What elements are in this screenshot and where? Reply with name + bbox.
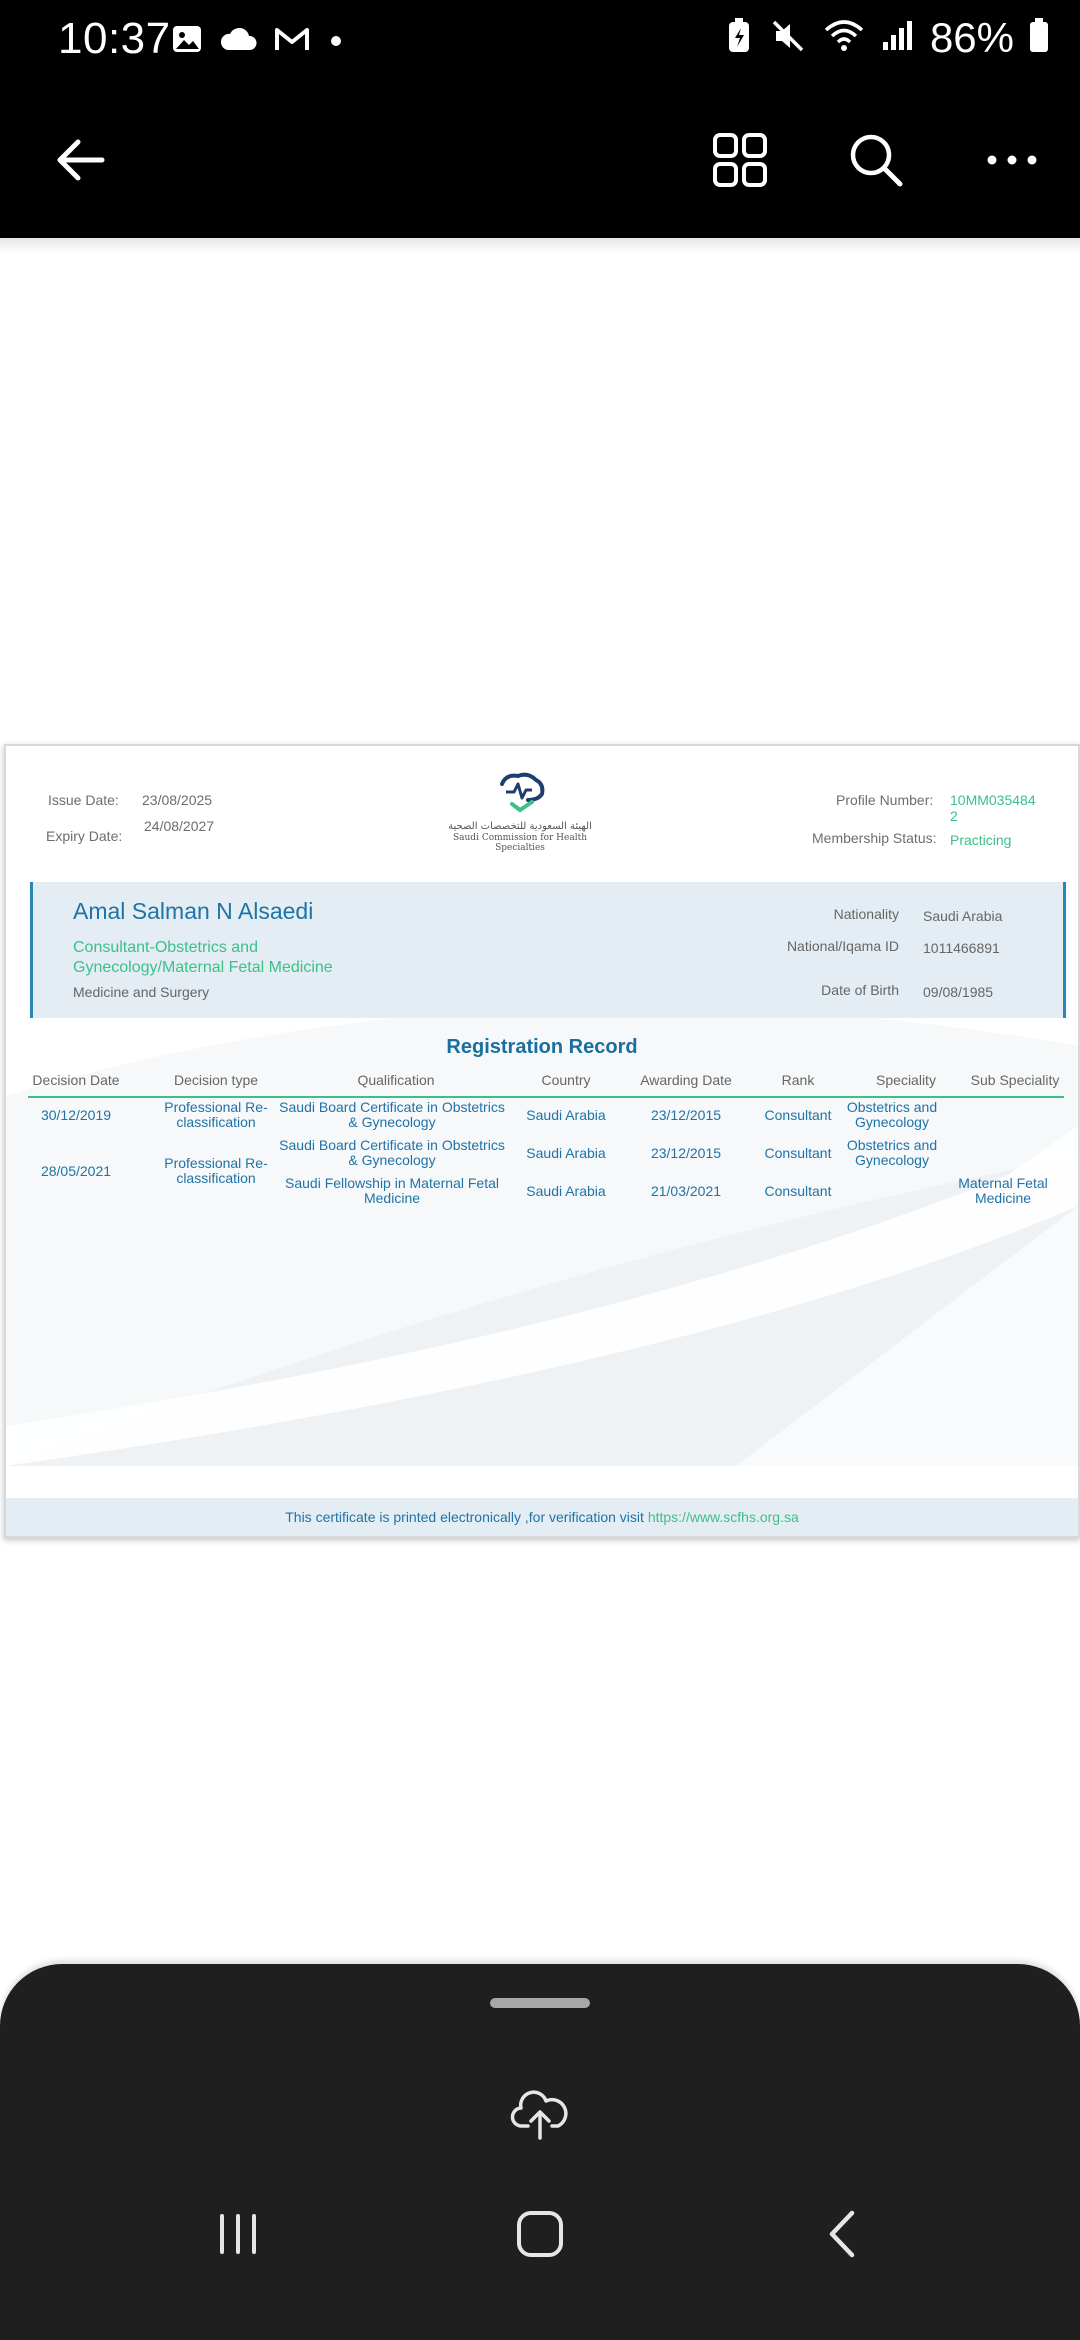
decision-type-line: classification: [176, 1114, 256, 1130]
home-icon: [513, 2207, 567, 2266]
qualification-line: Saudi Board Certificate in Obstetrics: [279, 1099, 505, 1115]
country-cell: Saudi Arabia: [526, 1183, 606, 1199]
national-id-value: 1011466891: [923, 940, 1000, 956]
issue-date-value: 23/08/2025: [142, 792, 213, 808]
membership-status-value: Practicing: [950, 832, 1012, 848]
country-cell: Saudi Arabia: [526, 1145, 606, 1161]
scfhs-logo-mark-icon: [488, 770, 552, 814]
qualification-line: Saudi Board Certificate in Obstetrics: [279, 1137, 505, 1153]
awarding-date-cell: 23/12/2015: [650, 1145, 722, 1161]
sub-speciality-line: Medicine: [974, 1190, 1032, 1206]
decision-type-line: Professional Re-: [164, 1155, 268, 1171]
more-options-button[interactable]: [974, 124, 1050, 200]
app-toolbar: [0, 84, 1080, 238]
certificate-document[interactable]: [4, 744, 1080, 1538]
column-header: Qualification: [357, 1072, 435, 1088]
column-header: Decision Date: [32, 1072, 120, 1088]
bottom-sheet: [0, 1964, 1080, 2340]
decision-type-line: classification: [176, 1170, 256, 1186]
qualification-line: & Gynecology: [348, 1114, 436, 1130]
awarding-date-cell: 21/03/2021: [650, 1183, 722, 1199]
registration-record-title: Registration Record: [446, 1036, 638, 1058]
more-options-icon: [984, 150, 1040, 175]
signal-icon: [880, 16, 916, 61]
status-time: 10:37: [58, 14, 171, 63]
verification-text: This certificate is printed electronically ,for verification visit: [285, 1509, 648, 1525]
profile-number-line1: 10MM035484: [950, 792, 1036, 808]
qualification-line: Medicine: [363, 1190, 421, 1206]
practitioner-title-line1: Consultant-Obstetrics and: [73, 939, 258, 956]
practitioner-title-line2: Gynecology/Maternal Fetal Medicine: [73, 959, 333, 976]
sheet-drag-handle[interactable]: [490, 1998, 590, 2008]
speciality-line: Gynecology: [855, 1152, 929, 1168]
column-header: Rank: [781, 1072, 815, 1088]
column-header: Country: [541, 1072, 591, 1088]
nav-back-button[interactable]: [802, 2196, 882, 2276]
rank-cell: Consultant: [764, 1107, 832, 1123]
speciality-line: Gynecology: [855, 1114, 929, 1130]
practitioner-department: Medicine and Surgery: [73, 984, 210, 1000]
mute-icon: [768, 16, 808, 61]
registration-table-header: [28, 1072, 1064, 1098]
cloud-upload-icon: [510, 2086, 570, 2147]
profile-number-line2: 2: [950, 808, 958, 824]
country-cell: Saudi Arabia: [526, 1107, 606, 1123]
expiry-date-value: 24/08/2027: [144, 818, 215, 834]
toolbar-shadow: [0, 238, 1080, 254]
membership-status-label: Membership Status:: [812, 830, 937, 846]
gmail-icon: [272, 22, 312, 61]
wifi-icon: [822, 16, 866, 61]
notification-icons: [170, 22, 346, 61]
rank-cell: Consultant: [764, 1145, 832, 1161]
speciality-line: Obstetrics and: [846, 1137, 938, 1153]
dot-icon: [326, 22, 346, 61]
cloud-icon: [218, 22, 258, 61]
search-icon: [846, 130, 906, 195]
back-button[interactable]: [42, 124, 118, 200]
back-icon: [822, 2207, 862, 2266]
qualification-cell: [268, 1100, 516, 1130]
profile-number-label: Profile Number:: [836, 792, 934, 808]
grid-view-button[interactable]: [702, 124, 778, 200]
decision-date-cell: 28/05/2021: [40, 1163, 112, 1179]
decision-type-cell: [146, 1156, 286, 1186]
status-bar: [0, 0, 1080, 84]
awarding-date-cell: 23/12/2015: [650, 1107, 722, 1123]
verification-footer: [6, 1498, 1078, 1536]
dob-label: Date of Birth: [821, 982, 899, 998]
grid-view-icon: [710, 130, 770, 195]
back-arrow-icon: [52, 132, 108, 193]
issue-date-label: Issue Date:: [48, 792, 119, 808]
national-id-label: National/Iqama ID: [786, 938, 899, 954]
nationality-value: Saudi Arabia: [923, 908, 1003, 924]
decision-date-cell: 30/12/2019: [40, 1107, 112, 1123]
speciality-line: Obstetrics and: [846, 1099, 938, 1115]
upload-button[interactable]: [508, 2084, 572, 2148]
sub-speciality-line: Maternal Fetal: [958, 1175, 1048, 1191]
battery-saver-icon: [724, 16, 754, 61]
qualification-cell: [268, 1176, 516, 1206]
column-header: Speciality: [876, 1072, 936, 1088]
search-button[interactable]: [838, 124, 914, 200]
gallery-icon: [170, 22, 204, 61]
recents-icon: [213, 2209, 263, 2264]
expiry-date-label: Expiry Date:: [46, 828, 123, 844]
system-icons: [724, 14, 1050, 62]
column-header: Decision type: [173, 1072, 259, 1088]
practitioner-name: Amal Salman N Alsaedi: [73, 898, 314, 924]
dob-value: 09/08/1985: [923, 984, 994, 1000]
qualification-line: & Gynecology: [348, 1152, 436, 1168]
qualification-cell: [268, 1138, 516, 1168]
practitioner-title: [73, 938, 433, 978]
verification-link[interactable]: https://www.scfhs.org.sa: [647, 1509, 799, 1525]
qualification-line: Saudi Fellowship in Maternal Fetal: [285, 1175, 499, 1191]
battery-percentage: 86%: [929, 14, 1014, 61]
battery-icon: [1028, 16, 1050, 61]
nav-home-button[interactable]: [500, 2196, 580, 2276]
scfhs-logo: [430, 770, 610, 853]
column-header: Awarding Date: [640, 1072, 732, 1088]
column-header: Sub Speciality: [970, 1072, 1060, 1088]
logo-arabic-text: الهيئة السعودية للتخصصات الصحية: [448, 821, 592, 832]
speciality-cell: [832, 1100, 952, 1130]
nav-recents-button[interactable]: [198, 2196, 278, 2276]
logo-english-text: Saudi Commission for Health Specialties: [452, 833, 587, 853]
decision-type-line: Professional Re-: [164, 1099, 268, 1115]
sub-speciality-cell: [948, 1176, 1058, 1206]
speciality-cell: [832, 1138, 952, 1168]
nationality-label: Nationality: [833, 906, 899, 922]
practitioner-info-box: [30, 882, 1066, 1018]
rank-cell: Consultant: [764, 1183, 832, 1199]
decision-type-cell: [146, 1100, 286, 1130]
